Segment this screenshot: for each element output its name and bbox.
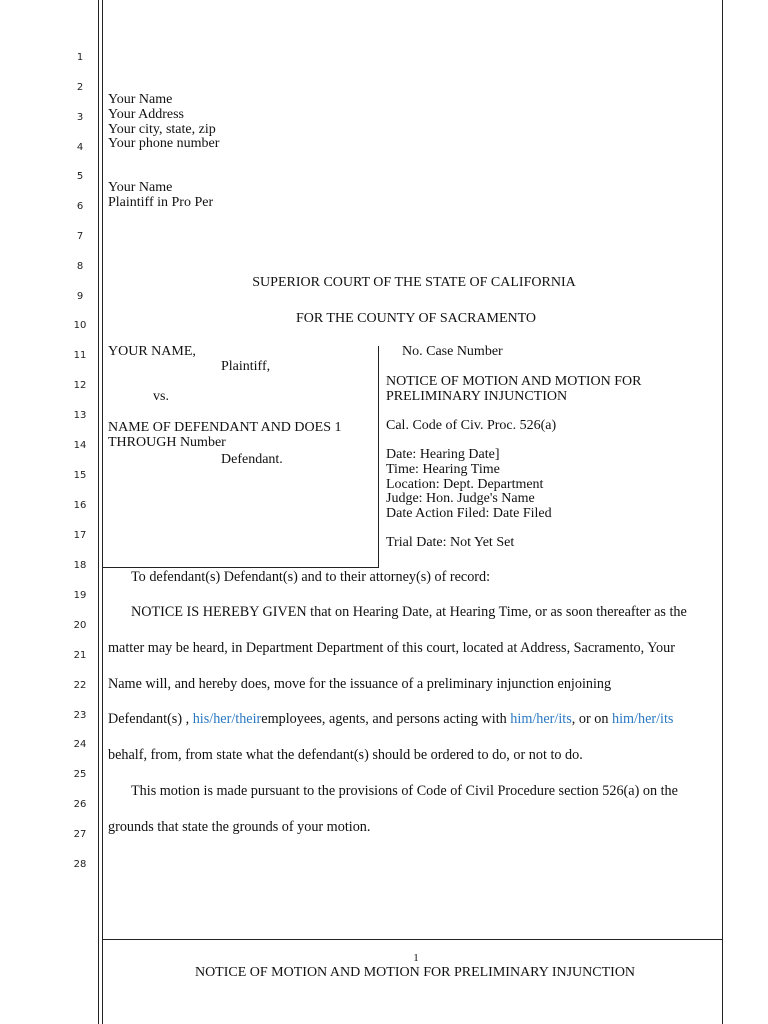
line-number: 15	[73, 470, 87, 481]
defendant-name-line-1: NAME OF DEFENDANT AND DOES 1	[108, 420, 342, 435]
line-number: 3	[76, 112, 84, 123]
pronoun-field[interactable]: him/her/its	[611, 711, 674, 727]
hearing-location: Location: Dept. Department	[386, 477, 544, 492]
body-line: grounds that state the grounds of your motion.	[108, 819, 371, 835]
caption-divider	[378, 346, 379, 568]
date-action-filed: Date Action Filed: Date Filed	[386, 506, 552, 521]
line-number: 22	[73, 680, 87, 691]
body-line: This motion is made pursuant to the provisions of Code of Civil Procedure section 526(a) on the	[131, 783, 678, 799]
line-number: 12	[73, 380, 87, 391]
court-county: FOR THE COUNTY OF SACRAMENTO	[295, 311, 537, 326]
line-number: 16	[73, 500, 87, 511]
party-address: Your Address	[108, 107, 184, 122]
hearing-date: Date: Hearing Date]	[386, 447, 500, 462]
left-margin-rule-outer	[98, 0, 99, 1024]
line-number: 11	[73, 350, 87, 361]
right-margin-rule	[722, 0, 723, 1024]
line-number: 20	[73, 620, 87, 631]
party-phone: Your phone number	[108, 136, 220, 151]
body-text: employees, agents, and persons acting with	[261, 711, 511, 727]
footer-rule	[102, 939, 722, 940]
line-number: 23	[73, 710, 87, 721]
line-number: 14	[73, 440, 87, 451]
plaintiff-name: YOUR NAME,	[108, 344, 196, 359]
trial-date: Trial Date: Not Yet Set	[386, 535, 515, 550]
body-line: NOTICE IS HEREBY GIVEN that on Hearing Date, at Hearing Time, or as soon thereafter as the	[131, 604, 687, 620]
line-number: 19	[73, 590, 87, 601]
party-role: Plaintiff in Pro Per	[108, 195, 214, 210]
hearing-time: Time: Hearing Time	[386, 462, 500, 477]
statute-citation: Cal. Code of Civ. Proc. 526(a)	[386, 418, 557, 433]
line-number: 28	[73, 859, 87, 870]
line-number: 24	[73, 739, 87, 750]
line-number: 5	[76, 171, 84, 182]
versus-label: vs.	[153, 389, 169, 404]
line-number: 1	[76, 52, 84, 63]
footer-title: NOTICE OF MOTION AND MOTION FOR PRELIMINARY INJUNCTION	[194, 965, 636, 980]
body-text: , or on	[571, 711, 612, 727]
body-line: behalf, from, from state what the defendant(s) should be ordered to do, or not to do.	[108, 747, 583, 763]
line-number: 25	[73, 769, 87, 780]
body-line: matter may be heard, in Department Department of this court, located at Address, Sacramento, Your	[108, 640, 675, 656]
line-number: 17	[73, 530, 87, 541]
body-line	[108, 712, 673, 727]
body-line: To defendant(s) Defendant(s) and to their attorney(s) of record:	[131, 569, 491, 585]
line-number: 10	[73, 320, 87, 331]
party-city: Your city, state, zip	[108, 122, 216, 137]
body-line: Name will, and hereby does, move for the issuance of a preliminary injunction enjoining	[108, 676, 612, 692]
left-margin-rule-inner	[102, 0, 103, 1024]
court-title: SUPERIOR COURT OF THE STATE OF CALIFORNIA	[252, 275, 576, 290]
line-number: 27	[73, 829, 87, 840]
body-text: Defendant(s) ,	[108, 711, 193, 727]
line-number: 18	[73, 560, 87, 571]
document-title-line-2: PRELIMINARY INJUNCTION	[386, 389, 568, 404]
case-number: No. Case Number	[402, 344, 503, 359]
line-number: 13	[73, 410, 87, 421]
document-title-line-1: NOTICE OF MOTION AND MOTION FOR	[386, 374, 642, 389]
line-number: 9	[76, 291, 84, 302]
line-number: 8	[76, 261, 84, 272]
line-number: 7	[76, 231, 84, 242]
line-number: 2	[76, 82, 84, 93]
party-name-2: Your Name	[108, 180, 173, 195]
caption-bottom-rule	[102, 567, 378, 568]
line-number: 4	[76, 142, 84, 153]
defendant-label: Defendant.	[221, 452, 283, 467]
pronoun-field[interactable]: him/her/its	[510, 711, 572, 727]
plaintiff-label: Plaintiff,	[221, 359, 271, 374]
page-number: 1	[413, 952, 419, 964]
party-name: Your Name	[108, 92, 173, 107]
line-number: 21	[73, 650, 87, 661]
line-number: 6	[76, 201, 84, 212]
defendant-name-line-2: THROUGH Number	[108, 435, 226, 450]
line-number: 26	[73, 799, 87, 810]
pronoun-field[interactable]: his/her/their	[192, 711, 262, 727]
judge-name: Judge: Hon. Judge's Name	[386, 491, 535, 506]
